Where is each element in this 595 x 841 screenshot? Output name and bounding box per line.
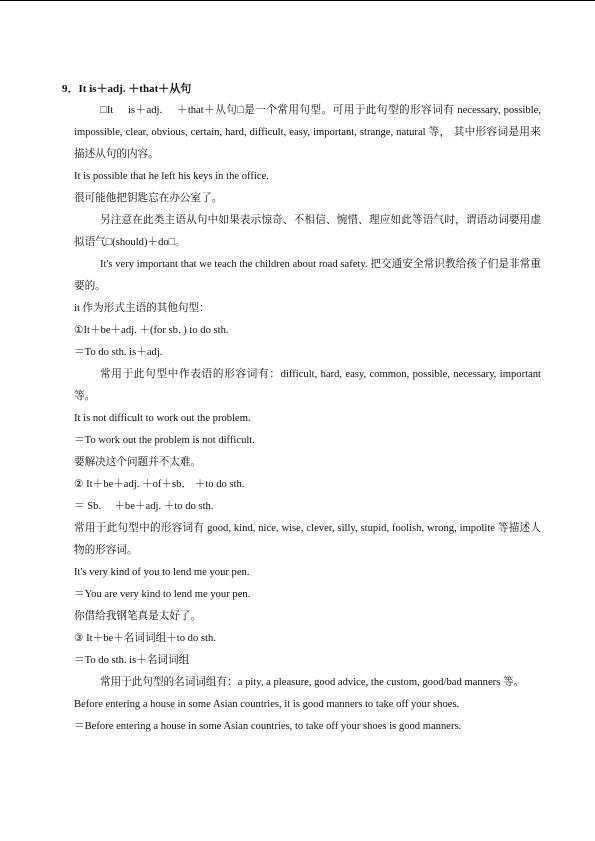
example-sentence: It's very kind of you to lend me your pen. [74,567,250,578]
document-body [62,78,541,738]
pattern-2: ② It＋be＋adj. ＋of＋sb． ＋to do sth. [74,479,245,490]
example-translation: 很可能他把钥匙忘在办公室了。 [74,193,223,204]
example-sentence: Before entering a house in some Asian countries, it is good manners to take off your shoes. [74,699,460,710]
pattern-2-equivalent: ＝ Sb. ＋be＋adj. ＋to do sth. [74,501,214,512]
paragraph-subjunctive-note: 另注意在此类主语从句中如果表示惊奇、不相信、惋惜、理应如此等语气时，谓语动词要用虚拟语气□(should)＋do□。 [74,215,541,248]
example-sentence: It's very important that we teach the children about road safety. 把交通安全常识教给孩子们是非常重要的。 [74,259,541,292]
paragraph-intro: □It is＋adj. ＋that＋从句□是一个常用句型。可用于此句型的形容词有 necessary, possible, impossible, clear, obvious, certain, hard, difficult, easy, important, strange, natural 等， 其中形容词是用来描述从句的内容。 [74,105,541,160]
example-translation: 你借给我钢笔真是太好了。 [74,611,202,622]
pattern-1-equivalent: ＝To do sth. is＋adj. [74,347,163,358]
section-heading: 9．It is＋adj. ＋that＋从句 [62,83,192,95]
pattern-1-note: 常用于此句型中作表语的形容词有：difficult, hard, easy, common, possible, necessary, important 等。 [74,369,541,402]
pattern-3-equivalent: ＝To do sth. is＋名词词组 [74,655,190,666]
example-equivalent: ＝To work out the problem is not difficult. [74,435,255,446]
example-equivalent: ＝You are very kind to lend me your pen. [74,589,251,600]
subheading-other-patterns: it 作为形式主语的其他句型： [74,303,210,314]
example-translation: 要解决这个问题并不太难。 [74,457,202,468]
pattern-2-note: 常用于此句型中的形容词有 good, kind, nice, wise, clever, silly, stupid, foolish, wrong, impolite 等描述人物的形容词。 [74,523,541,556]
example-equivalent: ＝Before entering a house in some Asian countries, to take off your shoes is good manners. [74,721,462,732]
pattern-3: ③ It＋be＋名词词组＋to do sth. [74,633,216,644]
example-sentence: It is possible that he left his keys in the office. [74,171,269,182]
example-sentence: It is not difficult to work out the problem. [74,413,251,424]
pattern-3-note: 常用于此句型的名词词组有：a pity, a pleasure, good advice, the custom, good/bad manners 等。 [100,677,525,688]
pattern-1: ①It＋be＋adj. ＋(for sb．) to do sth. [74,325,229,336]
top-rule [0,0,595,1]
